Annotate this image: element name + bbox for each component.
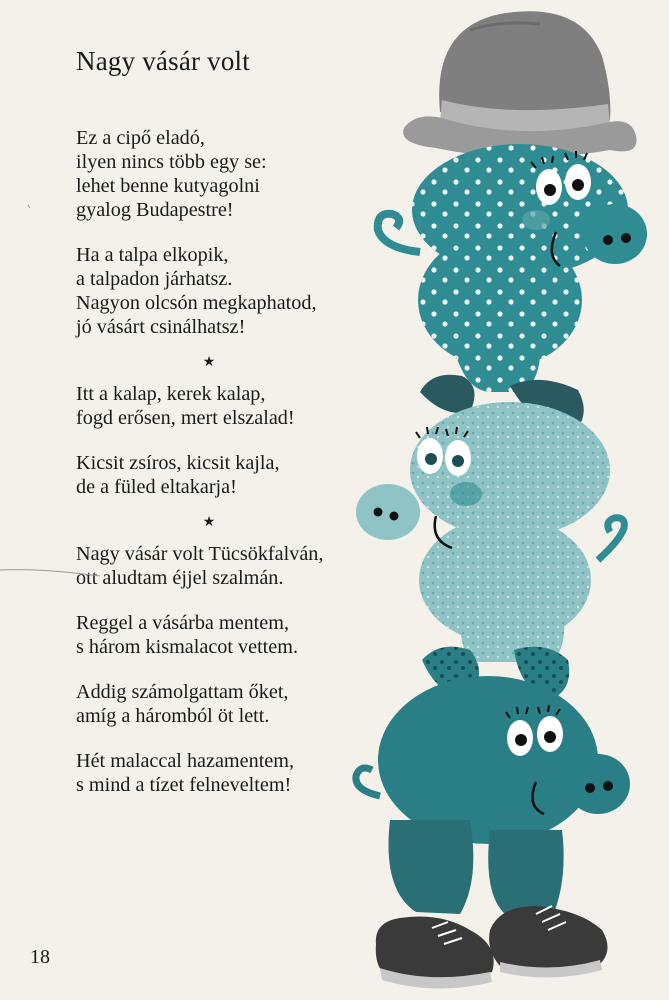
poem-line: Ez a cipő eladó, bbox=[76, 127, 205, 149]
star-separator: ★ bbox=[202, 515, 216, 530]
stanza-3 bbox=[76, 382, 376, 430]
stanza-8 bbox=[76, 749, 376, 797]
top-pig bbox=[378, 144, 647, 392]
poem-line: Kicsit zsíros, kicsit kajla, bbox=[76, 452, 280, 474]
page-number: 18 bbox=[30, 946, 50, 968]
middle-pig bbox=[356, 375, 624, 662]
stanza-7 bbox=[76, 680, 376, 728]
bowler-hat bbox=[403, 11, 636, 157]
bottom-pig bbox=[356, 647, 630, 918]
poem-line: lehet benne kutyagolni bbox=[76, 175, 260, 197]
poem-line: amíg a háromból öt lett. bbox=[76, 705, 270, 727]
poem-line: Reggel a vásárba mentem, bbox=[76, 612, 290, 634]
stanza-1 bbox=[76, 126, 376, 222]
poem-line: Ha a talpa elkopik, bbox=[76, 244, 229, 266]
stanza-2 bbox=[76, 243, 376, 339]
page-crease bbox=[0, 560, 110, 580]
poem-title: Nagy vásár volt bbox=[76, 46, 250, 76]
poem-line: a talpadon járhatsz. bbox=[76, 268, 233, 290]
poem-line: gyalog Budapestre! bbox=[76, 199, 234, 221]
poem-line: s három kismalacot vettem. bbox=[76, 636, 299, 658]
stanza-6 bbox=[76, 611, 376, 659]
poem-line: ott aludtam éjjel szalmán. bbox=[76, 567, 284, 589]
poem-line: ilyen nincs több egy se: bbox=[76, 151, 267, 173]
stanza-4 bbox=[76, 451, 376, 499]
poem-line: de a füled eltakarja! bbox=[76, 476, 237, 498]
stanza-5 bbox=[76, 542, 376, 590]
star-separator: ★ bbox=[202, 355, 216, 370]
stacked-pigs-illustration bbox=[340, 0, 669, 1000]
poem-body bbox=[76, 126, 376, 818]
poem-line: s mind a tízet felneveltem! bbox=[76, 774, 292, 796]
poem-line: Nagy vásár volt Tücsökfalván, bbox=[76, 543, 324, 565]
poem-line: Hét malaccal hazamentem, bbox=[76, 750, 295, 772]
poem-line: Addig számolgattam őket, bbox=[76, 681, 289, 703]
poem-line: Itt a kalap, kerek kalap, bbox=[76, 383, 266, 405]
poem-line: Nagyon olcsón megkaphatod, bbox=[76, 292, 317, 314]
margin-mark bbox=[20, 200, 40, 240]
poem-line: fogd erősen, mert elszalad! bbox=[76, 407, 295, 429]
poem-line: jó vásárt csinálhatsz! bbox=[76, 316, 246, 338]
shoes bbox=[376, 906, 608, 989]
